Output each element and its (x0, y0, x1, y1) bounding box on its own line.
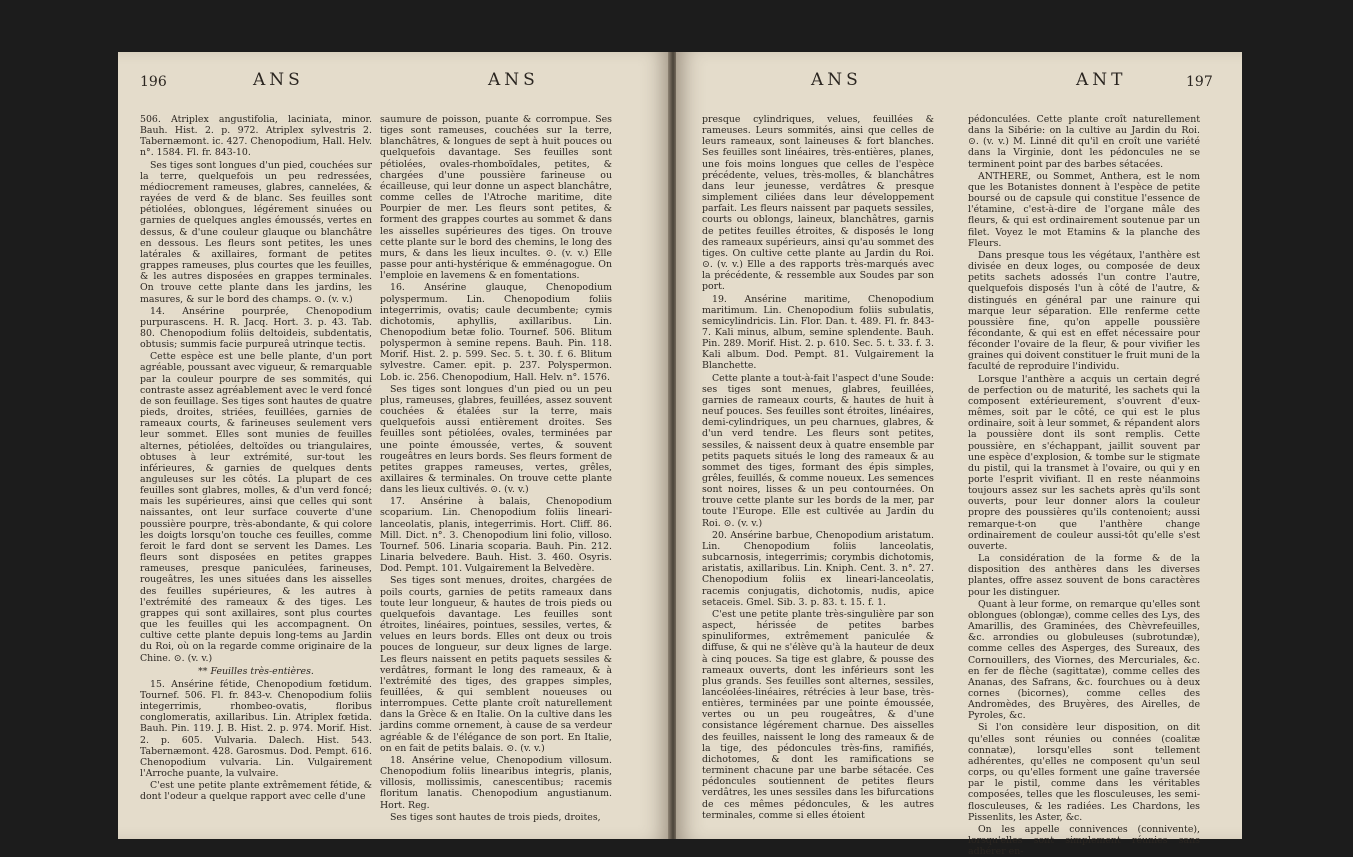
paragraph: On les appelle connivences (connivente), lorsqu'elles sont simplement réunies sans adhérer en- (968, 823, 1200, 857)
paragraph: 19. Ansérine maritime, Chenopodium maritimum. Lin. Chenopodium foliis subulatis, semicylindricis. Lin. Flor. Dan. t. 489. Fl. fr. 843-7. Kali minus, album, semine splendente. Bauh. Pin. 289. Morif. Hist. 2. p. 610. Sec. 5. t. 33. f. 3. Kali album. Dod. Pempt. 81. Vulgairement la Blanchette. (702, 293, 934, 372)
left-page (118, 52, 670, 839)
right-running-head (676, 70, 1242, 92)
right-head-word-2: ANT (1076, 70, 1127, 90)
subsection-heading: ** Feuilles très-entières. (198, 665, 314, 677)
right-head-word-1: ANS (811, 70, 862, 90)
left-running-head (118, 70, 670, 92)
paragraph: Ses tiges sont longues d'un pied ou un peu plus, rameuses, glabres, feuillées, assez souvent couchées & étalées sur la terre, mais quelquefois aussi entièrement droites. Ses feuilles sont pétiolées, ovales, terminées par une pointe émoussée, vertes, & souvent rougeâtres en leurs bords. Ses fleurs forment de petites grappes rameuses, vertes, grêles, axillaires & terminales. On trouve cette plante dans les lieux cultivés. ⊙. (v. v.) (380, 383, 612, 496)
paragraph: 506. Atriplex angustifolia, laciniata, minor. Bauh. Hist. 2. p. 972. Atriplex sylvestris 2. Tabernæmont. ic. 427. Chenopodium, Hall. Helv. n°. 1584. Fl. fr. 843-10. (140, 114, 372, 159)
paragraph: Ses tiges sont longues d'un pied, couchées sur la terre, quelquefois un peu redressées, médiocrement rameuses, glabres, cannelées, & rayées de verd & de blanc. Ses feuilles sont pétiolées, oblongues, légérement sinuées ou garnies de quelques angles émoussés, vertes en dessus, & d'une couleur glauque ou blanchâtre en dessous. Les fleurs sont petites, les unes latérales & axillaires, formant de petites grappes rameuses, plus courtes que les feuilles, & les autres disposées en grappes terminales. On trouve cette plante dans les jardins, les masures, & sur le bord des champs. ⊙. (v. v.) (140, 159, 372, 305)
paragraph: pédonculées. Cette plante croît naturellement dans la Sibérie: on la cultive au Jardin du Roi. ⊙. (v. v.) M. Linné dit qu'il en croît une variété dans la Virginie, dont les pédoncules ne se terminent point par des barbes sétacées. (968, 114, 1200, 170)
right-column-2 (968, 114, 1200, 857)
paragraph: saumure de poisson, puante & corrompue. Ses tiges sont rameuses, couchées sur la terre, blanchâtres, & longues de sept à huit pouces ou quelquefois davantage. Ses feuilles sont pétiolées, ovales-rhomboïdales, petites, & chargées d'une poussière farineuse ou écailleuse, qui leur donne un aspect blanchâtre, comme celles de l'Atroche maritime, dite Pourpier de mer. Les fleurs sont petites, & forment des grappes courtes au sommet & dans les aisselles supérieures des tiges. On trouve cette plante sur le bord des chemins, le long des murs, & dans les lieux incultes. ⊙. (v. v.) Elle passe pour anti-hystérique & emménagogue. On l'emploie en lavemens & en fomentations. (380, 114, 612, 282)
paragraph: Cette espèce est une belle plante, d'un port agréable, poussant avec vigueur, & remarquable par la couleur pourpre de ses sommités, qui contraste assez agréablement avec le verd foncé de son feuillage. Ses tiges sont hautes de quatre pieds, droites, striées, feuillées, garnies de rameaux courts, & farineuses seulement vers leur sommet. Elles sont munies de feuilles alternes, pétiolées, deltoïdes ou triangulaires, obtuses à leur extrémité, sur-tout les inférieures, & garnies de quelques dents anguleuses sur les côtés. La plupart de ces feuilles sont glabres, molles, & d'un verd foncé; mais les supérieures, ainsi que celles qui sont naissantes, ont leur surface couverte d'une poussière pourpre, très-abondante, & qui colore les doigts lorsqu'on touche ces feuilles, comme feroit le fard dont se servent les Dames. Les fleurs sont disposées en petites grappes rameuses, presque paniculées, farineuses, rougeâtres, les unes situées dans les aisselles des feuilles supérieures, & les autres à l'extrémité des rameaux & des tiges. Les grappes qui sont axillaires, sont plus courtes que les feuilles qui les accompagnent. On cultive cette plante depuis long-tems au Jardin du Roi, où on la regarde comme originaire de la Chine. ⊙. (v. v.) (140, 351, 372, 664)
paragraph: Quant à leur forme, on remarque qu'elles sont oblongues (oblongæ), comme celles des Lys, des Amarillis, des Graminées, des Chèvrefeuilles, &c. arrondies ou globuleuses (subrotundæ), comme celles des Asperges, des Sureaux, des Cornouillers, des Viornes, des Mercuriales, &c. en fer de flèche (sagittatæ), comme celles des Ananas, des Safrans, &c. fourchues ou à deux cornes (bicornes), comme celles des Andromèdes, des Bruyères, des Airelles, de Pyroles, &c. (968, 598, 1200, 722)
paragraph: 14. Ansérine pourprée, Chenopodium purpurascens. H. R. Jacq. Hort. 3. p. 43. Tab. 80. Chenopodium foliis deltoideis, subdentatis, obtusis; summis facie purpureâ utrinque tectis. (140, 305, 372, 351)
right-page (676, 52, 1242, 857)
paragraph: La considération de la forme & de la disposition des anthères dans les diverses plantes, offre assez souvent de bons caractères pour les distinguer. (968, 553, 1200, 598)
paragraph: 16. Ansérine glauque, Chenopodium polyspermum. Lin. Chenopodium foliis integerrimis, ovatis; caule decumbente; cymis dichotomis, aphyllis, axillaribus. Lin. Chenopodium betæ folio. Tournef. 506. Blitum polyspermon à semine repens. Bauh. Pin. 118. Morif. Hist. 2. p. 599. Sec. 5. t. 30. f. 6. Blitum sylvestre. Camer. epit. p. 237. Polyspermon. Lob. ic. 256. Chenopodium, Hall. Helv. n°. 1576. (380, 282, 612, 383)
paragraph: Cette plante a tout-à-fait l'aspect d'une Soude: ses tiges sont menues, glabres, feuillées, garnies de rameaux courts, & hautes de huit à neuf pouces. Ses feuilles sont étroites, linéaires, demi-cylindriques, un peu charnues, glabres, & d'un verd tendre. Les fleurs sont petites, sessiles, & naissent deux à quatre ensemble par petits paquets situés le long des rameaux & au sommet des tiges, formant des épis simples, grêles, feuillés, & comme noueux. Les semences sont noires, lisses & un peu contournées. On trouve cette plante sur les bords de la mer, par toute l'Europe. Elle est cultivée au Jardin du Roi. ⊙. (v. v.) (702, 372, 934, 529)
paragraph: Ses tiges sont hautes de trois pieds, droites, (390, 811, 601, 823)
paragraph: 18. Ansérine velue, Chenopodium villosum. Chenopodium foliis linearibus integris, planis, villosis, mollissimis, canescentibus; racemis floritum lanatis. Chenopodium angustianum. Hort. Reg. (380, 754, 612, 811)
left-head-word-2: ANS (488, 70, 539, 90)
paragraph: C'est une petite plante très-singulière par son aspect, hérissée de petites barbes spinuliformes, extrêmement paniculée & diffuse, & qui ne s'élève qu'à la hauteur de deux à cinq pouces. Sa tige est glabre, & pousse des rameaux ouverts, dont les inférieurs sont les plus grands. Ses feuilles sont alternes, sessiles, lancéolées-linéaires, rétrécies à leur base, très-entières, terminées par une pointe émoussée, vertes ou un peu rougeâtres, & d'une consistance légérement charnue. Des aisselles des feuilles, naissent le long des rameaux & de la tige, des pédoncules très-fins, ramifiés, dichotomes, & dont les ramifications se terminent chacune par une barbe sétacée. Ces pédoncules soutiennent de petites fleurs verdâtres, les unes sessiles dans les bifurcations de ces mêmes pédoncules, & les autres terminales, comme si elles étoient (702, 608, 934, 821)
paragraph: 15. Ansérine fétide, Chenopodium fœtidum. Tournef. 506. Fl. fr. 843-v. Chenopodium foliis integerrimis, rhombeo-ovatis, floribus conglomeratis, axillaribus. Lin. Atriplex fœtida. Bauh. Pin. 119. J. B. Hist. 2. p. 974. Morif. Hist. 2. p. 605. Vulvaria. Dalech. Hist. 543. Tabernæmont. 428. Garosmus. Dod. Pempt. 616. Chenopodium vulvaria. Lin. Vulgairement l'Arroche puante, la vulvaire. (140, 678, 372, 780)
paragraph: C'est une petite plante extrêmement fétide, & dont l'odeur a quelque rapport avec celle d'une (140, 780, 372, 803)
left-head-word-1: ANS (253, 70, 304, 90)
paragraph: presque cylindriques, velues, feuillées & rameuses. Leurs sommités, ainsi que celles de leurs rameaux, sont laineuses & fort blanches. Ses feuilles sont linéaires, très-entières, planes, une fois moins longues que celles de l'espèce précédente, velues, très-molles, & blanchâtres dans leur jeunesse, verdâtres & presque simplement ciliées dans leur développement parfait. Les fleurs naissent par paquets sessiles, courts ou oblongs, laineux, blanchâtres, garnis de petites feuilles étroites, & disposés le long des rameaux supérieurs, ainsi qu'au sommet des tiges. On cultive cette plante au Jardin du Roi. ⊙. (v. v.) Elle a des rapports très-marqués avec la précédente, & ressemble aux Soudes par son port. (702, 114, 934, 293)
paragraph: Si l'on considère leur disposition, on dit qu'elles sont réunies ou connées (coalitæ connatæ), lorsqu'elles sont tellement adhérentes, qu'elles ne composent qu'un seul corps, ou qu'elles forment une gaîne traversée par le pistil, comme dans les véritables composées, telles que les flosculeuses, les semi-flosculeuses, & les radiées. Les Chardons, les Pissenlits, les Aster, &c. (968, 722, 1200, 823)
right-page-number: 197 (1186, 74, 1213, 90)
left-column-1 (140, 114, 372, 832)
left-page-number: 196 (140, 74, 167, 90)
paragraph: Dans presque tous les végétaux, l'anthère est divisée en deux loges, ou composée de deux petits sachets adossés l'un contre l'autre, quelquefois disposés l'un à côté de l'autre, & distingués en général par une rainure qui marque leur séparation. Elle renferme cette poussière fine, qu'on appelle poussière fécondante, & qui est en effet nécessaire pour féconder l'ovaire de la fleur, & pour vivifier les graines qui doivent constituer le fruit muni de la faculté de reproduire l'individu. (968, 249, 1200, 373)
paragraph: Lorsque l'anthère a acquis un certain degré de perfection ou de maturité, les sachets qui la composent extérieurement, s'ouvrent d'eux-mêmes, soit par le côté, ce qui est le plus ordinaire, soit à leur sommet, & répandent alors la poussière dont ils sont remplis. Cette poussière, en s'échappant, jaillit souvent par une espèce d'explosion, & tombe sur le stigmate du pistil, qui la transmet à l'ovaire, ou qui y en porte l'esprit vivifiant. Il en reste néanmoins toujours assez sur les sachets après qu'ils sont ouverts, pour leur donner alors la couleur propre des poussières qu'ils contenoient; aussi remarque-t-on que l'anthère change ordinairement de couleur aussi-tôt qu'elle s'est ouverte. (968, 373, 1200, 552)
right-column-1 (702, 114, 934, 832)
paragraph: 20. Ansérine barbue, Chenopodium aristatum. Lin. Chenopodium foliis lanceolatis, subcarnosis, integerrimis; corymbis dichotomis, aristatis, axillaribus. Lin. Kniph. Cent. 3. n°. 27. Chenopodium foliis ex lineari-lanceolatis, racemis conjugatis, dichotomis, nudis, apice setaceis. Gmel. Sib. 3. p. 83. t. 15. f. 1. (702, 529, 934, 608)
paragraph: ANTHERE, ou Sommet, Anthera, est le nom que les Botanistes donnent à l'espèce de petite boursé ou de capsule qui constitue l'essence de l'étamine, c'est-à-dire de l'organe mâle des fleurs, & qui est ordinairement soutenue par un filet. Voyez le mot Etamins & la planche des Fleurs. (968, 170, 1200, 249)
paragraph: Ses tiges sont menues, droites, chargées de poils courts, garnies de petits rameaux dans toute leur longueur, & hautes de trois pieds ou quelquefois davantage. Les feuilles sont étroites, linéaires, pointues, sessiles, vertes, & velues en leurs bords. Elles ont deux ou trois pouces de longueur, sur deux lignes de large. Les fleurs naissent en petits paquets sessiles & verdâtres, formant le long des rameaux, & à l'extrémité des tiges, des grappes simples, feuillées, & qui semblent noueuses ou interrompues. Cette plante croît naturellement dans la Grèce & en Italie. On la cultive dans les jardins comme ornement, à cause de sa verdeur agréable & de l'élégance de son port. En Italie, on en fait de petits balais. ⊙. (v. v.) (380, 575, 612, 754)
paragraph: 17. Ansérine à balais, Chenopodium scoparium. Lin. Chenopodium foliis lineari-lanceolatis, planis, integerrimis. Hort. Cliff. 86. Mill. Dict. n°. 3. Chenopodium lini folio, villoso. Tournef. 506. Linaria scoparia. Bauh. Pin. 212. Linaria belvedere. Bauh. Hist. 3. 460. Osyris. Dod. Pempt. 101. Vulgairement la Belvedère. (380, 496, 612, 575)
left-column-2 (380, 114, 612, 832)
